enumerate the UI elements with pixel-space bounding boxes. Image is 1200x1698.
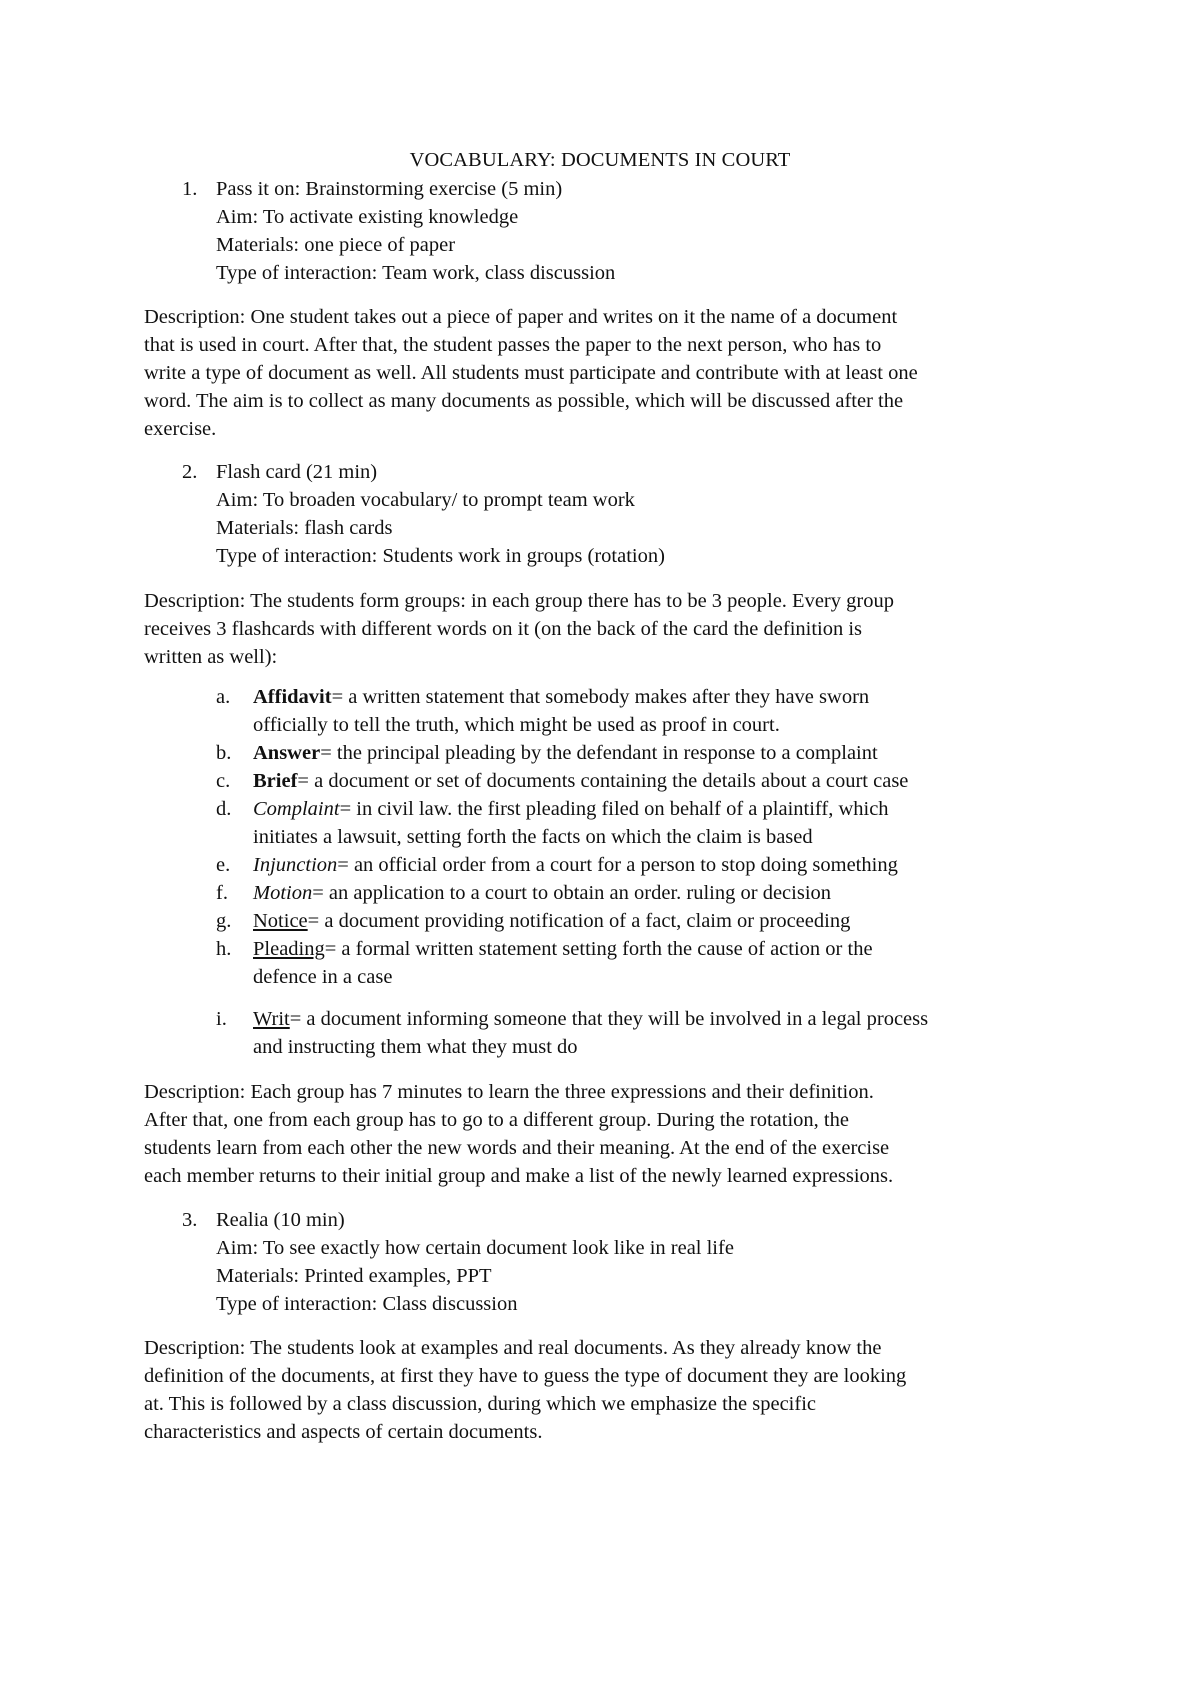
term-definition-continued: officially to tell the truth, which might be used as proof in court. xyxy=(253,714,780,736)
exercise-interaction: Type of interaction: Students work in groups (rotation) xyxy=(216,545,665,567)
description-line: at. This is followed by a class discussion, during which we emphasize the specific xyxy=(144,1393,816,1415)
term-definition: Complaint= in civil law. the first pleading filed on behalf of a plaintiff, which xyxy=(253,798,889,820)
description-line: receives 3 flashcards with different words on it (on the back of the card the definition is xyxy=(144,618,863,640)
term-definition: Affidavit= a written statement that somebody makes after they have sworn xyxy=(253,686,870,708)
term-definition-continued: initiates a lawsuit, setting forth the facts on which the claim is based xyxy=(253,826,813,848)
term-definition: Brief= a document or set of documents containing the details about a court case xyxy=(253,770,909,792)
term-definition: Answer= the principal pleading by the defendant in response to a complaint xyxy=(253,742,878,764)
term-name: Writ xyxy=(253,1008,290,1030)
description-line: After that, one from each group has to go to a different group. During the rotation, the xyxy=(144,1109,849,1131)
term-definition: Writ= a document informing someone that they will be involved in a legal process xyxy=(253,1008,929,1030)
description-line: Description: Each group has 7 minutes to learn the three expressions and their definition. xyxy=(144,1081,874,1103)
term-name: Brief xyxy=(253,770,298,792)
term-name: Affidavit xyxy=(253,686,332,708)
exercise-materials: Materials: one piece of paper xyxy=(216,234,456,256)
description-line: characteristics and aspects of certain documents. xyxy=(144,1421,543,1443)
description-line: exercise. xyxy=(144,418,217,440)
term-letter: d. xyxy=(216,798,232,820)
description-line: write a type of document as well. All students must participate and contribute with at least one xyxy=(144,362,918,384)
description-line: Description: One student takes out a piece of paper and writes on it the name of a document xyxy=(144,306,898,328)
exercise-heading: Realia (10 min) xyxy=(216,1209,345,1231)
term-letter: e. xyxy=(216,854,231,876)
exercise-interaction: Type of interaction: Team work, class discussion xyxy=(216,262,616,284)
term-letter: b. xyxy=(216,742,232,764)
exercise-number: 1. xyxy=(182,178,198,200)
exercise-materials: Materials: Printed examples, PPT xyxy=(216,1265,492,1287)
exercise-aim: Aim: To broaden vocabulary/ to prompt team work xyxy=(216,489,635,511)
description-line: each member returns to their initial group and make a list of the newly learned expressions. xyxy=(144,1165,894,1187)
term-name: Injunction xyxy=(253,854,338,876)
term-definition-continued: and instructing them what they must do xyxy=(253,1036,578,1058)
term-definition: Notice= a document providing notification of a fact, claim or proceeding xyxy=(253,910,851,932)
exercise-aim: Aim: To activate existing knowledge xyxy=(216,206,519,228)
term-name: Complaint xyxy=(253,798,340,820)
term-name: Motion xyxy=(253,882,313,904)
term-letter: c. xyxy=(216,770,231,792)
term-letter: i. xyxy=(216,1008,227,1030)
term-letter: g. xyxy=(216,910,232,932)
term-letter: h. xyxy=(216,938,232,960)
exercise-heading: Flash card (21 min) xyxy=(216,461,378,483)
page-title: VOCABULARY: DOCUMENTS IN COURT xyxy=(409,149,791,171)
term-definition: Pleading= a formal written statement setting forth the cause of action or the xyxy=(253,938,873,960)
exercise-heading: Pass it on: Brainstorming exercise (5 min) xyxy=(216,178,563,200)
description-line: word. The aim is to collect as many documents as possible, which will be discussed after the xyxy=(144,390,904,412)
description-line: students learn from each other the new words and their meaning. At the end of the exercise xyxy=(144,1137,890,1159)
term-name: Notice xyxy=(253,910,308,932)
term-name: Pleading xyxy=(253,938,325,960)
exercise-materials: Materials: flash cards xyxy=(216,517,393,539)
term-name: Answer xyxy=(253,742,321,764)
description-line: definition of the documents, at first they have to guess the type of document they are looking xyxy=(144,1365,907,1387)
exercise-aim: Aim: To see exactly how certain document look like in real life xyxy=(216,1237,734,1259)
exercise-interaction: Type of interaction: Class discussion xyxy=(216,1293,518,1315)
term-letter: f. xyxy=(216,882,228,904)
description-line: Description: The students look at examples and real documents. As they already know the xyxy=(144,1337,882,1359)
term-definition: Motion= an application to a court to obtain an order. ruling or decision xyxy=(253,882,832,904)
exercise-number: 2. xyxy=(182,461,198,483)
description-line: that is used in court. After that, the student passes the paper to the next person, who has to xyxy=(144,334,882,356)
description-line: written as well): xyxy=(144,646,278,668)
term-definition: Injunction= an official order from a court for a person to stop doing something xyxy=(253,854,898,876)
term-definition-continued: defence in a case xyxy=(253,966,393,988)
exercise-number: 3. xyxy=(182,1209,198,1231)
term-letter: a. xyxy=(216,686,231,708)
description-line: Description: The students form groups: in each group there has to be 3 people. Every group xyxy=(144,590,894,612)
